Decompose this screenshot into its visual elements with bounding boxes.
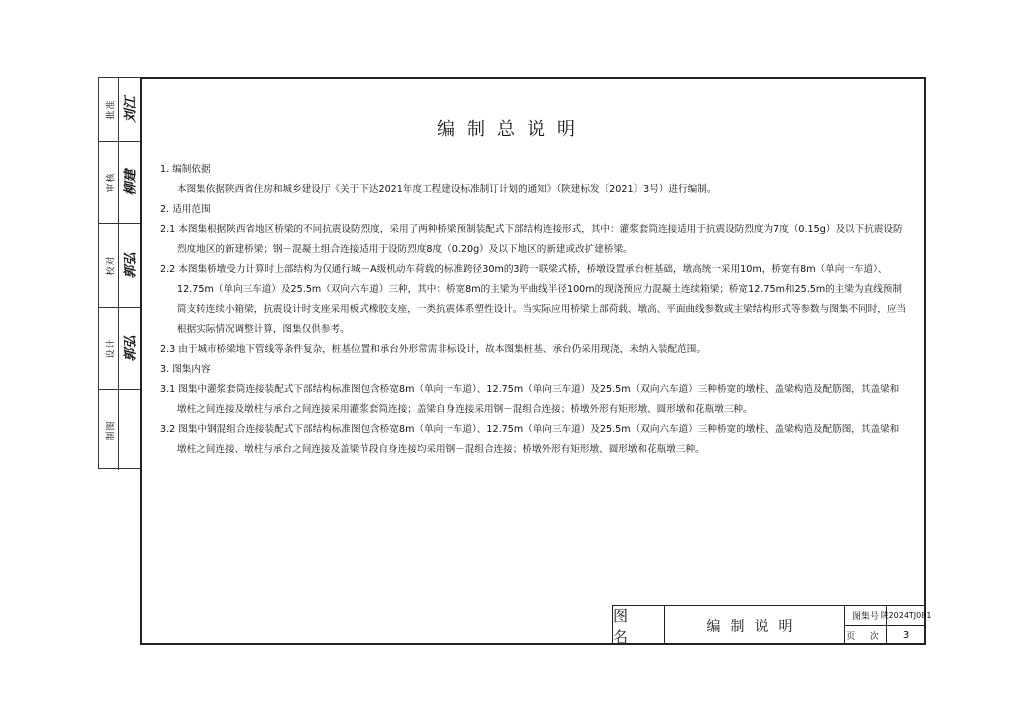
paragraph: 3.1 图集中灌浆套筒连接装配式下部结构标准图包含桥宽8m（单向一车道）、12.75m（单向三车道）及25.5m（双向六车道）三种桥宽的墩柱、盖梁构造及配筋图，其盖梁和墩柱之间连接及墩柱与承台之间连接采用灌浆套筒连接；盖梁自身连接采用钢－混组合连接；桥墩外形有矩形墩、圆形墩和花瓶墩三种。 xyxy=(160,384,900,415)
approval-label: 批准 xyxy=(106,99,117,120)
design-cell xyxy=(99,308,140,390)
paragraph: 2.1 本图集根据陕西省地区桥梁的不同抗震设防烈度，采用了两种桥梁预制装配式下部结构连接形式，其中：灌浆套筒连接适用于抗震设防烈度为7度（0.15g）及以下抗震设防烈度地区的新建桥梁；钢－混凝土组合连接适用于设防烈度8度（0.20g）及以下地区的新建或改扩建桥梁。 xyxy=(160,224,903,255)
check-cell xyxy=(99,224,140,308)
document-body xyxy=(160,160,908,460)
review-cell xyxy=(99,142,140,224)
section-heading: 2. 适用范围 xyxy=(160,204,211,215)
drafting-label: 制图 xyxy=(106,419,117,441)
check-signature: 郭弘 xyxy=(123,252,139,279)
atlas-number-label: 图集号 xyxy=(845,606,887,626)
paragraph: 2.2 本图集桥墩受力计算时上部结构为仅通行城－A级机动车荷载的标准跨径30m的3跨一联梁式桥，桥墩设置承台桩基础，墩高统一采用10m，桥宽有8m（单向一车道）、12.75m（单向三车道）及25.5m（双向六车道）三种，其中：桥宽8m的主梁为平曲线半径100m的现浇预应力混凝土连续箱梁；桥宽12.75m和25.5m的主梁为直线预制简支转连续小箱梁，抗震设计时支座采用板式橡胶支座，一类抗震体系塑性设计。当实际应用桥梁上部荷载、墩高、平面曲线参数或主梁结构形式等参数与图集不同时，应当根据实际情况调整计算，图集仅供参考。 xyxy=(160,264,907,335)
section-heading: 3. 图集内容 xyxy=(160,364,211,375)
check-label: 校对 xyxy=(106,255,117,276)
title-block xyxy=(612,605,932,646)
page-number: 3 xyxy=(902,630,910,641)
drawing-name-label: 图 名 xyxy=(613,606,665,645)
drawing-title: 编制说明 xyxy=(665,606,845,645)
review-signature: 柳建 xyxy=(123,169,139,196)
approval-signature: 刘江 xyxy=(123,96,139,123)
page-label: 页 次 xyxy=(845,626,887,645)
drafting-cell xyxy=(99,390,140,470)
atlas-number: 陕2024TJ081 xyxy=(887,606,925,626)
section-heading: 1. 编制依据 xyxy=(160,164,211,175)
design-label: 设计 xyxy=(106,338,117,359)
paragraph: 本图集依据陕西省住房和城乡建设厅《关于下达2021年度工程建设标准制订计划的通知》（陕建标发〔2021〕3号）进行编制。 xyxy=(177,184,717,195)
review-label: 审核 xyxy=(106,172,117,193)
design-signature: 郭弘 xyxy=(123,335,139,362)
paragraph: 2.3 由于城市桥梁地下管线等条件复杂，桩基位置和承台外形常需非标设计，故本图集桩基、承台仍采用现浇，未纳入装配范围。 xyxy=(160,344,706,355)
document-title: 编制总说明 xyxy=(437,119,587,140)
paragraph: 3.2 图集中钢混组合连接装配式下部结构标准图包含桥宽8m（单向一车道）、12.75m（单向三车道）及25.5m（双向六车道）三种桥宽的墩柱、盖梁构造及配筋图，其盖梁和墩柱之间连接、墩柱与承台之间连接及盖梁节段自身连接均采用钢－混组合连接；桥墩外形有矩形墩、圆形墩和花瓶墩三种。 xyxy=(160,424,900,455)
